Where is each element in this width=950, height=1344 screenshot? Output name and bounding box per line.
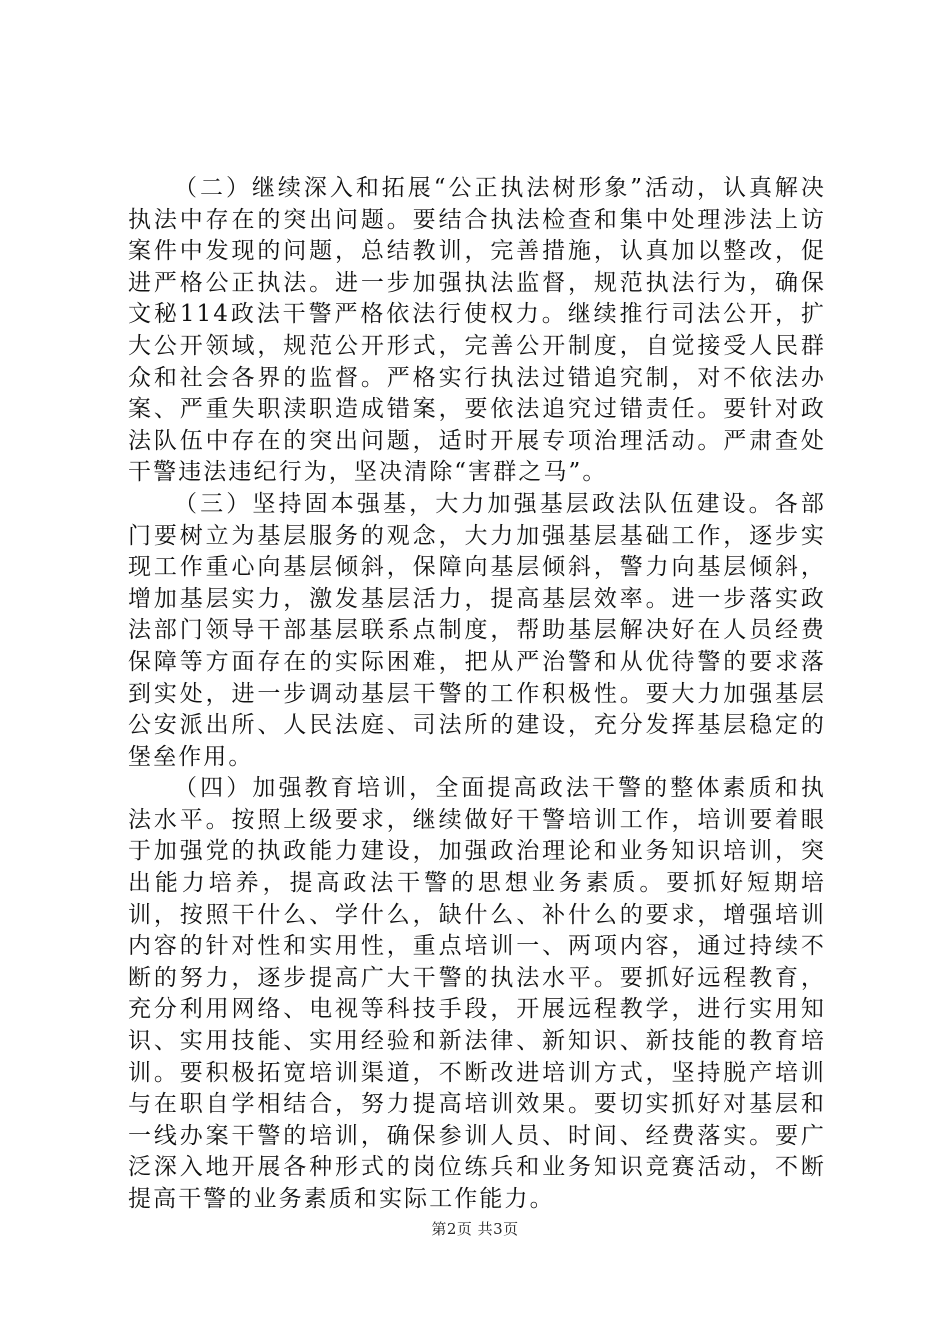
document-body (128, 173, 826, 1216)
paragraph-section-4: （四）加强教育培训，全面提高政法干警的整体素质和执法水平。按照上级要求，继续做好干警培训工作，培训要着眼于加强党的执政能力建设，加强政治理论和业务知识培训，突出能力培养，提高政法干警的思想业务素质。要抓好短期培训，按照干什么、学什么，缺什么、补什么的要求，增强培训内容的针对性和实用性，重点培训一、两项内容，通过持续不断的努力，逐步提高广大干警的执法水平。要抓好远程教育，充分利用网络、电视等科技手段，开展远程教学，进行实用知识、实用技能、实用经验和新法律、新知识、新技能的教育培训。要积极拓宽培训渠道，不断改进培训方式，坚持脱产培训与在职自学相结合，努力提高培训效果。要切实抓好对基层和一线办案干警的培训，确保参训人员、时间、经费落实。要广泛深入地开展各种形式的岗位练兵和业务知识竞赛活动，不断提高干警的业务素质和实际工作能力。 (128, 775, 826, 1212)
paragraph-section-3: （三）坚持固本强基，大力加强基层政法队伍建设。各部门要树立为基层服务的观念，大力加强基层基础工作，逐步实现工作重心向基层倾斜，保障向基层倾斜，警力向基层倾斜，增加基层实力，激发基层活力，提高基层效率。进一步落实政法部门领导干部基层联系点制度，帮助基层解决好在人员经费保障等方面存在的实际困难，把从严治警和从优待警的要求落到实处，进一步调动基层干警的工作积极性。要大力加强基层公安派出所、人民法庭、司法所的建设，充分发挥基层稳定的堡垒作用。 (128, 490, 826, 770)
paragraph-section-2: （二）继续深入和拓展“公正执法树形象”活动，认真解决执法中存在的突出问题。要结合执法检查和集中处理涉法上访案件中发现的问题，总结教训，完善措施，认真加以整改，促进严格公正执法。进一步加强执法监督，规范执法行为，确保文秘114政法干警严格依法行使权力。继续推行司法公开，扩大公开领域，规范公开形式，完善公开制度，自觉接受人民群众和社会各界的监督。严格实行执法过错追究制，对不依法办案、严重失职渎职造成错案，要依法追究过错责任。要针对政法队伍中存在的突出问题，适时开展专项治理活动。严肃查处干警违法违纪行为，坚决清除“害群之马”。 (128, 175, 826, 486)
page-number-footer: 第2页 共3页 (431, 1220, 519, 1238)
